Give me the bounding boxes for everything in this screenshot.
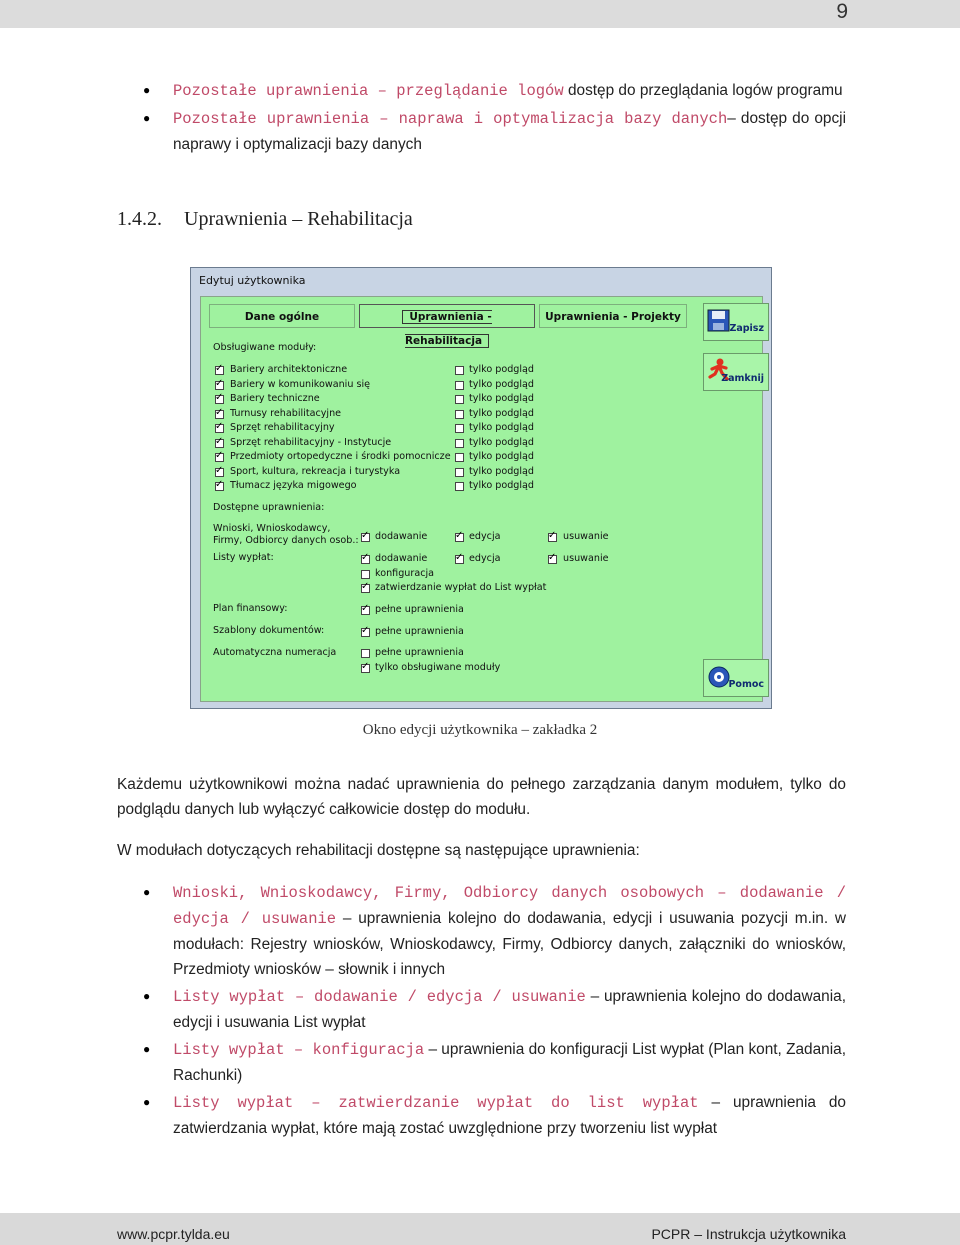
approve-label: zatwierdzanie wypłat do List wypłat: [375, 582, 547, 593]
paragraph: W modułach dotyczących rehabilitacji dostępne są następujące uprawnienia:: [117, 842, 640, 859]
view-only-checkbox[interactable]: [455, 482, 464, 491]
listy-config-checkbox[interactable]: [361, 570, 370, 579]
delete-label: usuwanie: [563, 553, 609, 564]
permission-desc: – dostęp do opcji naprawy i optymalizacji bazy danych: [173, 110, 846, 153]
close-button[interactable]: [703, 353, 769, 391]
list-item: [117, 1037, 846, 1088]
footer-title: PCPR – Instrukcja użytkownika: [651, 1226, 846, 1242]
module-checkbox[interactable]: [215, 468, 224, 477]
auto-modules-checkbox[interactable]: [361, 664, 370, 673]
templates-full-checkbox[interactable]: [361, 628, 370, 637]
full-rights-label: pełne uprawnienia: [375, 604, 464, 615]
view-only-label: tylko podgląd: [469, 393, 535, 404]
wnioski-add-checkbox[interactable]: [361, 533, 370, 542]
module-checkbox[interactable]: [215, 439, 224, 448]
add-label: dodawanie: [375, 553, 428, 564]
edit-label: edycja: [469, 553, 501, 564]
module-checkbox[interactable]: [215, 424, 224, 433]
permission-desc: – uprawnienia kolejno do dodawania, edycji i usuwania List wypłat: [173, 988, 846, 1031]
listy-approve-checkbox[interactable]: [361, 584, 370, 593]
help-icon: [707, 664, 731, 690]
save-label: Zapisz: [729, 323, 764, 334]
view-only-label: tylko podgląd: [469, 466, 535, 477]
top-bar: [0, 0, 960, 28]
view-only-label: tylko podgląd: [469, 408, 535, 419]
auto-numbering-label: Automatyczna numeracja: [213, 647, 337, 658]
tab-label: Uprawnienia - Rehabilitacja: [402, 310, 491, 348]
module-label: Bariery architektoniczne: [230, 364, 348, 375]
view-only-label: tylko podgląd: [469, 437, 535, 448]
window-content: [200, 296, 763, 702]
module-checkbox[interactable]: [215, 395, 224, 404]
module-label: Bariery w komunikowaniu się: [230, 379, 371, 390]
edit-user-window: [190, 267, 772, 709]
plan-full-checkbox[interactable]: [361, 606, 370, 615]
list-item: [117, 1090, 846, 1141]
module-checkbox[interactable]: [215, 482, 224, 491]
module-checkbox[interactable]: [215, 366, 224, 375]
section-title: Uprawnienia – Rehabilitacja: [184, 208, 413, 230]
wnioski-label-2: Firmy, Odbiorcy danych osob.:: [213, 535, 359, 546]
permission-name: Pozostałe uprawnienia – naprawa i optymalizacja bazy danych: [173, 110, 728, 128]
wnioski-delete-checkbox[interactable]: [548, 533, 557, 542]
tab-projects[interactable]: [539, 304, 687, 328]
top-bullet-list: [117, 78, 846, 159]
view-only-checkbox[interactable]: [455, 424, 464, 433]
page-number: 9: [836, 0, 848, 23]
view-only-checkbox[interactable]: [455, 410, 464, 419]
listy-delete-checkbox[interactable]: [548, 555, 557, 564]
permission-desc: – uprawnienia do konfiguracji List wypłat (Plan kont, Zadania, Rachunki): [173, 1041, 846, 1084]
view-only-label: tylko podgląd: [469, 480, 535, 491]
help-button[interactable]: [703, 659, 769, 697]
view-only-label: tylko podgląd: [469, 422, 535, 433]
full-rights-label: pełne uprawnienia: [375, 626, 464, 637]
rights-header: Dostępne uprawnienia:: [213, 502, 325, 513]
view-only-checkbox[interactable]: [455, 395, 464, 404]
section-heading: [117, 208, 413, 231]
module-checkbox[interactable]: [215, 410, 224, 419]
view-only-checkbox[interactable]: [455, 366, 464, 375]
view-only-label: tylko podgląd: [469, 379, 535, 390]
edit-label: edycja: [469, 531, 501, 542]
listy-edit-checkbox[interactable]: [455, 555, 464, 564]
view-only-checkbox[interactable]: [455, 381, 464, 390]
wnioski-label: Wnioski, Wnioskodawcy,: [213, 523, 331, 534]
view-only-checkbox[interactable]: [455, 468, 464, 477]
permission-name: Listy wypłat – dodawanie / edycja / usuwanie: [173, 988, 586, 1006]
list-item: [117, 984, 846, 1035]
auto-full-checkbox[interactable]: [361, 649, 370, 658]
module-label: Turnusy rehabilitacyjne: [230, 408, 342, 419]
full-rights-label: pełne uprawnienia: [375, 647, 464, 658]
permission-desc: – uprawnienia do zatwierdzania wypłat, które mają zostać uwzględnione przy tworzeniu list wypłat: [173, 1094, 846, 1137]
close-label: Zamknij: [721, 373, 764, 384]
paragraph: Każdemu użytkownikowi można nadać uprawnienia do pełnego zarządzania danym modułem, tylko do podglądu danych lub wyłączyć całkowicie dostęp do modułu.: [117, 776, 846, 818]
module-label: Sprzęt rehabilitacyjny: [230, 422, 335, 433]
section-number: 1.4.2.: [117, 208, 162, 230]
permission-desc: dostęp do przeglądania logów programu: [563, 82, 843, 99]
figure-caption: Okno edycji użytkownika – zakładka 2: [362, 722, 598, 738]
help-label: Pomoc: [728, 679, 764, 690]
module-label: Tłumacz języka migowego: [230, 480, 357, 491]
listy-add-checkbox[interactable]: [361, 555, 370, 564]
floppy-disk-icon: [707, 308, 731, 334]
tab-rehabilitation[interactable]: [359, 304, 535, 347]
view-only-label: tylko podgląd: [469, 364, 535, 375]
view-only-checkbox[interactable]: [455, 453, 464, 462]
module-checkbox[interactable]: [215, 381, 224, 390]
module-label: Sprzęt rehabilitacyjny - Instytucje: [230, 437, 392, 448]
window-title: Edytuj użytkownika: [199, 274, 306, 287]
modules-only-label: tylko obsługiwane moduły: [375, 662, 501, 673]
module-label: Przedmioty ortopedyczne i środki pomocnicze: [230, 451, 451, 462]
permission-name: Listy wypłat – konfiguracja: [173, 1041, 425, 1059]
wnioski-edit-checkbox[interactable]: [455, 533, 464, 542]
plan-label: Plan finansowy:: [213, 603, 288, 614]
templates-label: Szablony dokumentów:: [213, 625, 325, 636]
footer-url: www.pcpr.tylda.eu: [117, 1226, 230, 1242]
listy-label: Listy wypłat:: [213, 552, 274, 563]
save-button[interactable]: [703, 303, 769, 341]
modules-header: Obsługiwane moduły:: [213, 342, 317, 353]
list-item: [117, 880, 846, 982]
module-label: Bariery techniczne: [230, 393, 320, 404]
list-item: [117, 78, 846, 104]
module-label: Sport, kultura, rekreacja i turystyka: [230, 466, 401, 477]
view-only-label: tylko podgląd: [469, 451, 535, 462]
add-label: dodawanie: [375, 531, 428, 542]
bottom-bullet-list: [117, 880, 846, 1143]
permission-name: Pozostałe uprawnienia – przeglądanie logów: [173, 82, 564, 100]
tab-general[interactable]: [209, 304, 355, 328]
module-checkbox[interactable]: [215, 453, 224, 462]
delete-label: usuwanie: [563, 531, 609, 542]
permission-name: Listy wypłat – zatwierdzanie wypłat do list wypłat: [173, 1094, 699, 1112]
tab-label: Uprawnienia - Projekty: [545, 311, 681, 323]
permission-name: Wnioski, Wnioskodawcy, Firmy, Odbiorcy danych osobowych – dodawanie / edycja / usuwanie: [173, 884, 846, 928]
tab-label: Dane ogólne: [244, 311, 320, 323]
config-label: konfiguracja: [375, 568, 435, 579]
list-item: [117, 106, 846, 157]
view-only-checkbox[interactable]: [455, 439, 464, 448]
permission-desc: – uprawnienia kolejno do dodawania, edycji i usuwania pozycji m.in. w modułach: Rejestry wniosków, Wnioskodawcy, Firmy, Odbiorcy danych, załączniki do wniosków, Przedmioty wniosków – słownik i innych: [173, 910, 846, 978]
